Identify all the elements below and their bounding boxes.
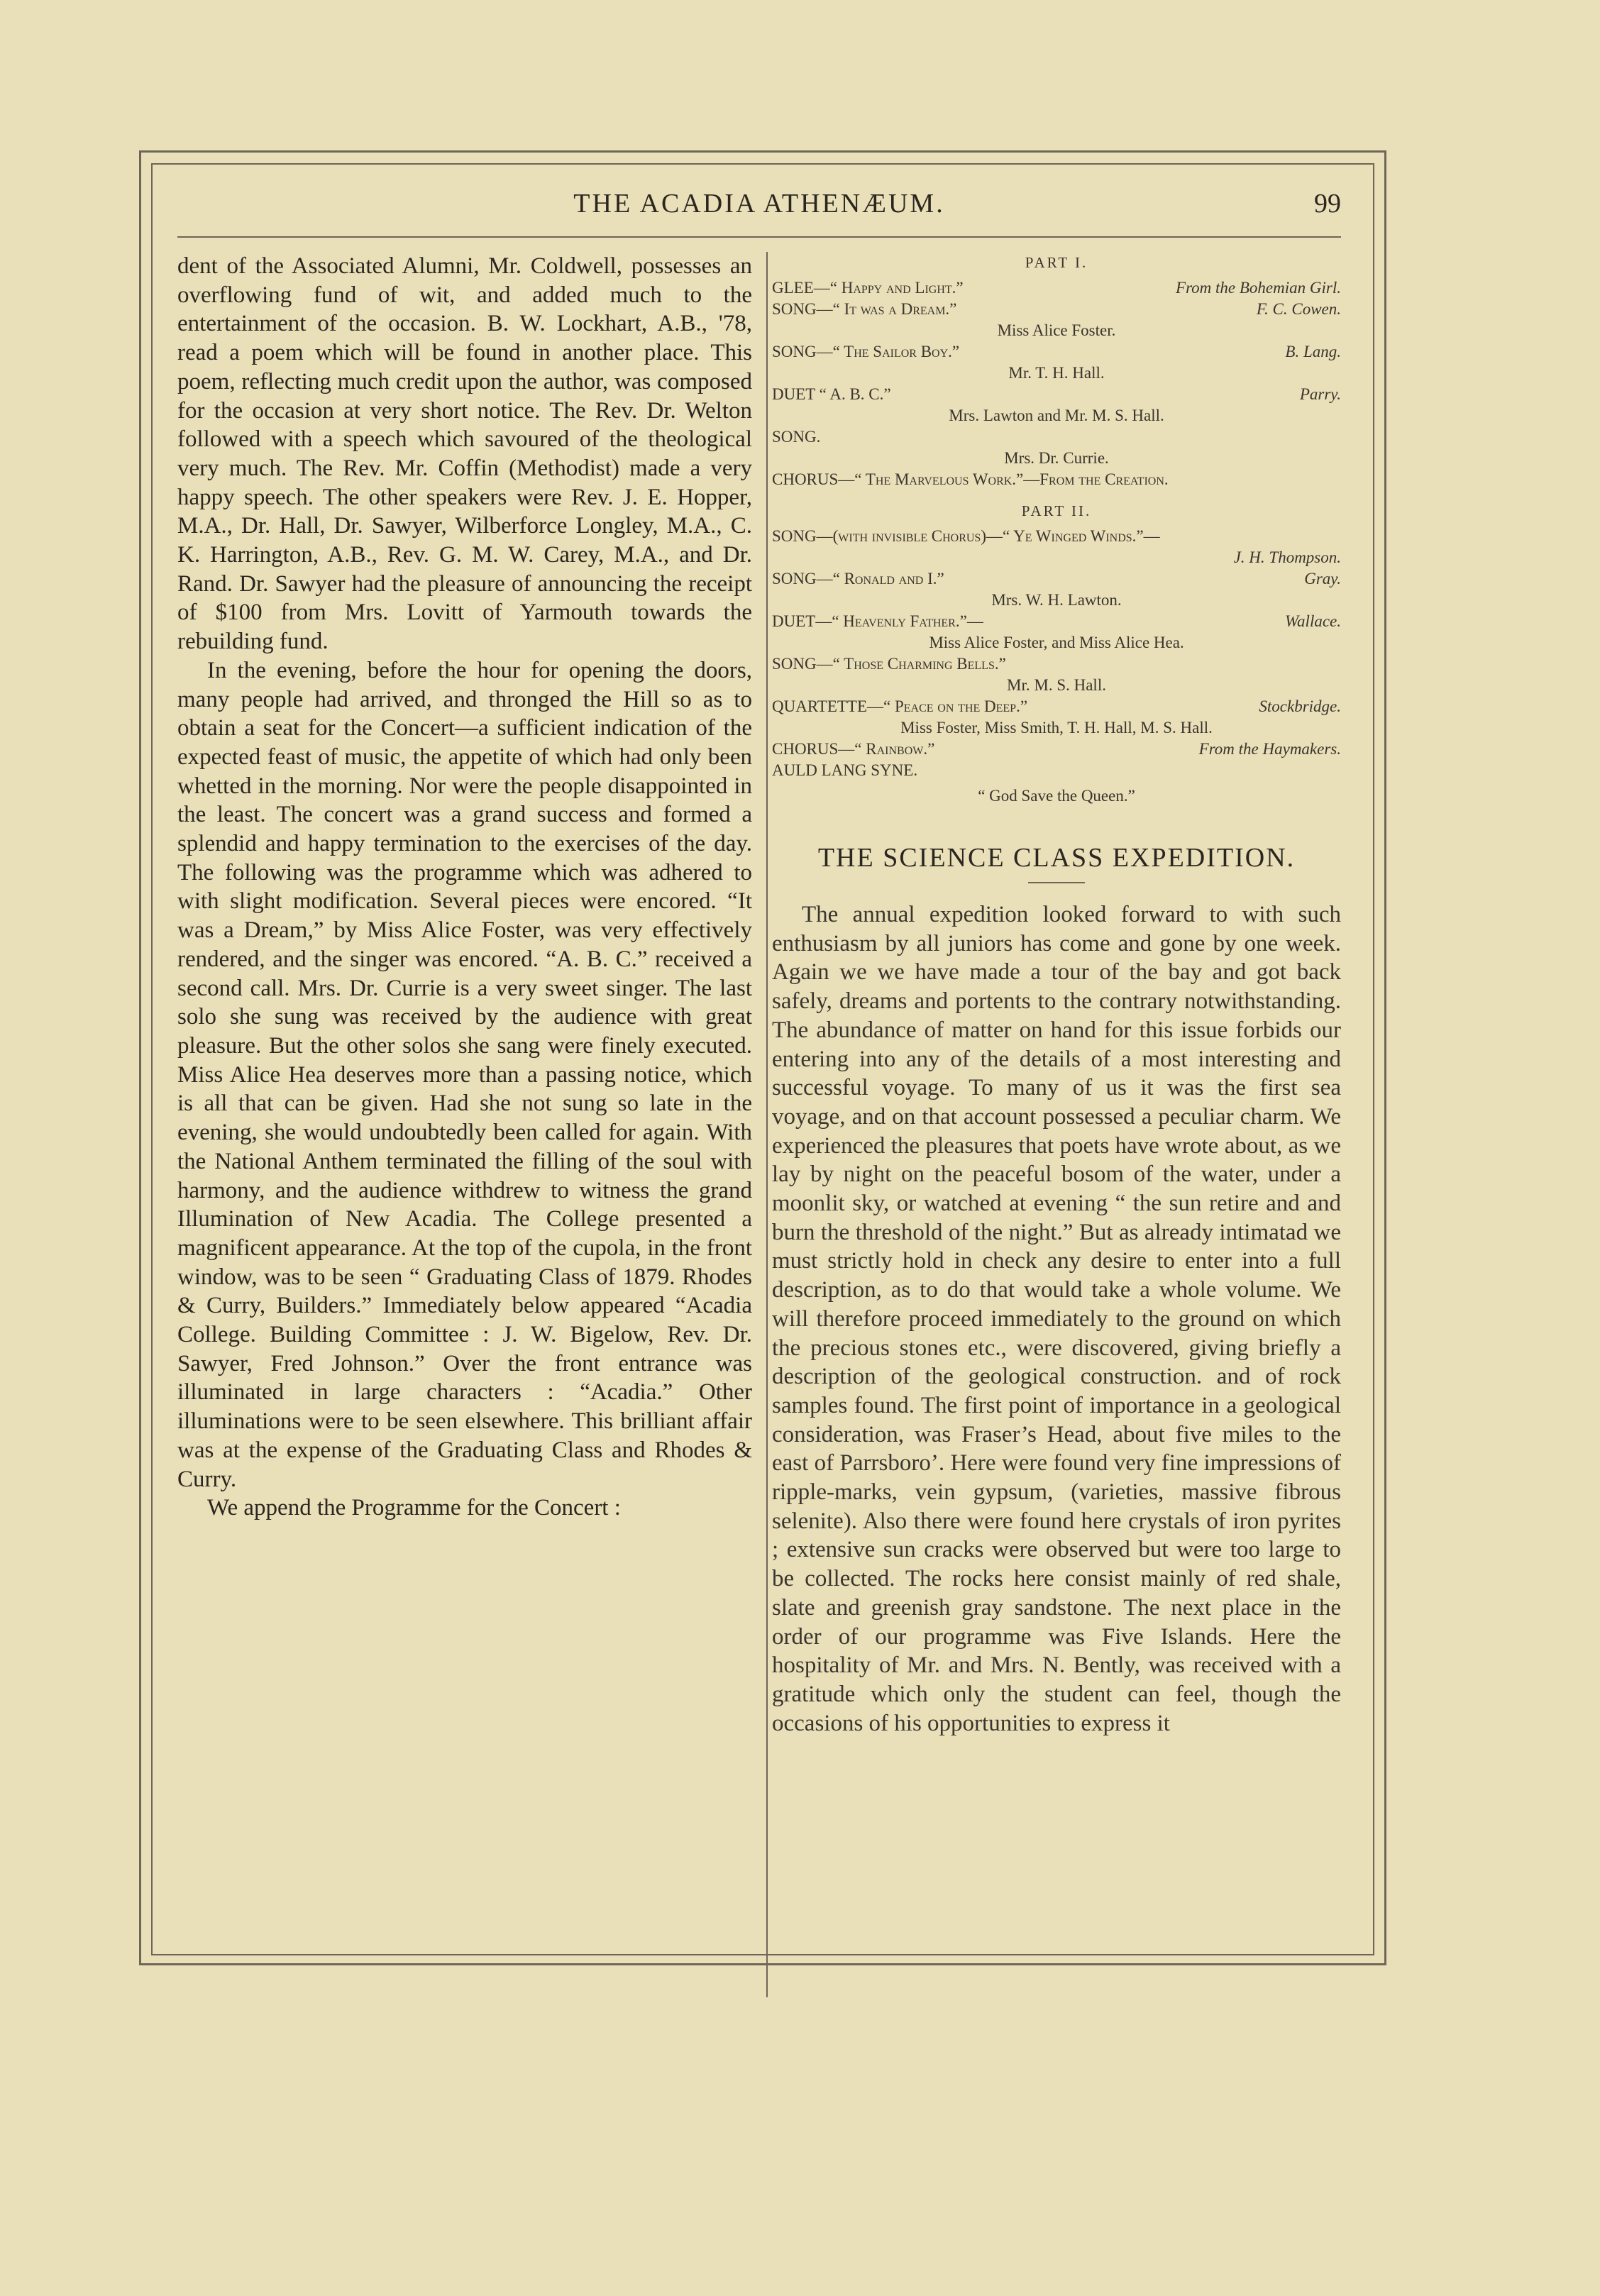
- item-composer: B. Lang.: [1285, 343, 1341, 360]
- item-performer: Mr. T. H. Hall.: [1008, 364, 1105, 382]
- item-composer: J. H. Thompson.: [1233, 548, 1341, 566]
- right-column: [772, 252, 1341, 1738]
- item-performer: Mr. M. S. Hall.: [1007, 676, 1106, 694]
- item-title: DUET “ A. B. C.”: [772, 385, 891, 403]
- item-composer: Stockbridge.: [1259, 697, 1341, 715]
- paragraph: dent of the Associated Alumni, Mr. Coldwell, possesses an overflowing fund of wit, and added much to the entertainment of the occasion. B. W. Lockhart, A.B., '78, read a poem which will be found in another place. This poem, reflecting much credit upon the author, was composed for the occasion at very short notice. The Rev. Dr. Welton followed with a speech which savoured of the theological very much. The Rev. Mr. Coffin (Methodist) made a very happy speech. The other speakers were Rev. J. E. Hopper, M.A., Dr. Hall, Dr. Sawyer, Wilberforce Longley, M.A., C. K. Harrington, A.B., Rev. G. M. W. Carey, M.A., and Dr. Rand. Dr. Sawyer had the pleasure of announcing the receipt of $100 from Mrs. Lovitt of Yarmouth towards the rebuilding fund.: [177, 253, 752, 655]
- item-performer: Mrs. Lawton and Mr. M. S. Hall.: [949, 407, 1164, 424]
- item-title: DUET—“ Heavenly Father.”—: [772, 612, 983, 630]
- header-rule: [177, 236, 1341, 238]
- paragraph: We append the Programme for the Concert :: [207, 1495, 621, 1521]
- item-title: AULD LANG SYNE.: [772, 761, 918, 779]
- programme-item: [772, 469, 1341, 490]
- programme-item: [772, 653, 1341, 675]
- item-title: SONG—“ It was a Dream.”: [772, 300, 957, 318]
- part-heading: PART I.: [1025, 254, 1088, 271]
- programme-item: [772, 526, 1341, 547]
- item-title: SONG.: [772, 428, 821, 446]
- programme-item: [772, 739, 1341, 760]
- item-title: GLEE—“ Happy and Light.”: [772, 279, 964, 297]
- page-content: [177, 181, 1341, 1736]
- programme-item: [772, 299, 1341, 320]
- item-title: SONG—“ Ronald and I.”: [772, 570, 944, 587]
- item-composer: Wallace.: [1285, 612, 1341, 630]
- item-title: QUARTETTE—“ Peace on the Deep.”: [772, 697, 1028, 715]
- article-title: THE SCIENCE CLASS EXPEDITION.: [817, 843, 1296, 873]
- anthem-line: “ God Save the Queen.”: [978, 787, 1135, 805]
- paragraph: In the evening, before the hour for opening the doors, many people had arrived, and thronged the Hill so as to obtain a seat for the Concert—a sufficient indication of the expected feast of music, the appetite of which had only been whetted in the morning. Nor were the people disappointed in the least. The concert was a grand success and formed a splendid and happy termination to the exercises of the day. The following was the programme which was adhered to with slight modification. Several pieces were encored. “It was a Dream,” by Miss Alice Foster, was very effectively rendered, and the singer was encored. “A. B. C.” received a second call. Mrs. Dr. Currie is a very sweet singer. The last solo she sung was received by the audience with great pleasure. But the other solos she sang were finely executed. Miss Alice Hea deserves more than a passing notice, which is all that can be given. Had she not sung so late in the evening, she would undoubtedly been called for again. With the National Anthem terminated the filling of the soul with harmony, and the audience withdrew to witness the grand Illumination of New Acadia. The College presented a magnificent appearance. At the top of the cupola, in the front window, was to be seen “ Graduating Class of 1879. Rhodes & Curry, Builders.” Immediately below appeared “Acadia College. Building Committee : J. W. Bigelow, Rev. Dr. Sawyer, Fred Johnson.” Over the front entrance was illuminated in large characters : “Acadia.” Other illuminations were to be seen elsewhere. This brilliant affair was at the expense of the Graduating Class and Rhodes & Curry.: [177, 657, 752, 1492]
- item-title: SONG—(with invisible Chorus)—“ Ye Winged Winds.”—: [772, 527, 1160, 545]
- item-composer: F. C. Cowen.: [1256, 300, 1341, 318]
- article-body: [772, 900, 1341, 1738]
- programme-item: [772, 426, 1341, 448]
- programme-item: [772, 384, 1341, 405]
- item-title: SONG—“ Those Charming Bells.”: [772, 655, 1006, 673]
- item-performer: Mrs. Dr. Currie.: [1004, 449, 1109, 467]
- item-composer: Gray.: [1304, 570, 1341, 587]
- item-performer: Miss Alice Foster.: [997, 321, 1116, 339]
- page-header: [177, 181, 1341, 238]
- part-heading: PART II.: [1021, 502, 1092, 519]
- programme-item: [772, 760, 1341, 781]
- title-rule: [1028, 882, 1085, 883]
- item-title: SONG—“ The Sailor Boy.”: [772, 343, 960, 360]
- programme-item: [772, 341, 1341, 363]
- item-performer: Mrs. W. H. Lawton.: [991, 591, 1122, 609]
- page-number: 99: [1314, 189, 1341, 219]
- concert-programme: [772, 252, 1341, 807]
- article-paragraph: The annual expedition looked forward to with such enthusiasm by all juniors has come and gone by one week. Again we we have made a tour of the bay and got back safely, dreams and portents to the contrary notwithstanding. The abundance of matter on hand for this issue forbids our entering into any of the details of a most interesting and successful voyage. To many of us it was the first sea voyage, and on that account possessed a peculiar charm. We experienced the pleasures that poets have wrote about, as we lay by night on the peaceful bosom of the water, under a moonlit sky, or watched at evening “ the sun retire and and burn the threshold of the night.” But as already intimatad we must strictly hold in check any desire to enter into a full description, as to do that would take a whole volume. We will therefore proceed immediately to the ground on which the precious stones etc., were discovered, giving briefly a description of the geological construction. and of rock samples found. The first point of importance in a geological consideration, was Fraser’s Head, about five miles to the east of Parrsboro’. Here were found very fine impressions of ripple-marks, vein gypsum, (varieties, massive fibrous selenite). Also there were found here crystals of iron pyrites ; extensive sun cracks were observed but were too large to be collected. The rocks here consist mainly of red shale, slate and greenish gray sandstone. The next place in the order of our programme was Five Islands. Here the hospitality of Mr. and Mrs. N. Bently, was received with a gratitude which only the student can feel, though the occasions of his opportunities to express it: [772, 902, 1341, 1736]
- programme-item: [772, 696, 1341, 717]
- item-composer: From the Bohemian Girl.: [1176, 279, 1341, 297]
- item-title: CHORUS—“ The Marvelous Work.”—From the Creation.: [772, 470, 1169, 488]
- item-title: CHORUS—“ Rainbow.”: [772, 740, 935, 758]
- item-composer: Parry.: [1299, 385, 1341, 403]
- programme-item: [772, 568, 1341, 590]
- column-divider: [766, 252, 768, 1997]
- item-composer: From the Haymakers.: [1198, 740, 1341, 758]
- left-column: [177, 252, 752, 1523]
- item-performer: Miss Alice Foster, and Miss Alice Hea.: [929, 634, 1184, 651]
- programme-item: [772, 611, 1341, 632]
- programme-item: [772, 277, 1341, 299]
- item-performer: Miss Foster, Miss Smith, T. H. Hall, M. S. Hall.: [900, 719, 1213, 736]
- running-head: THE ACADIA ATHENÆUM.: [573, 189, 945, 219]
